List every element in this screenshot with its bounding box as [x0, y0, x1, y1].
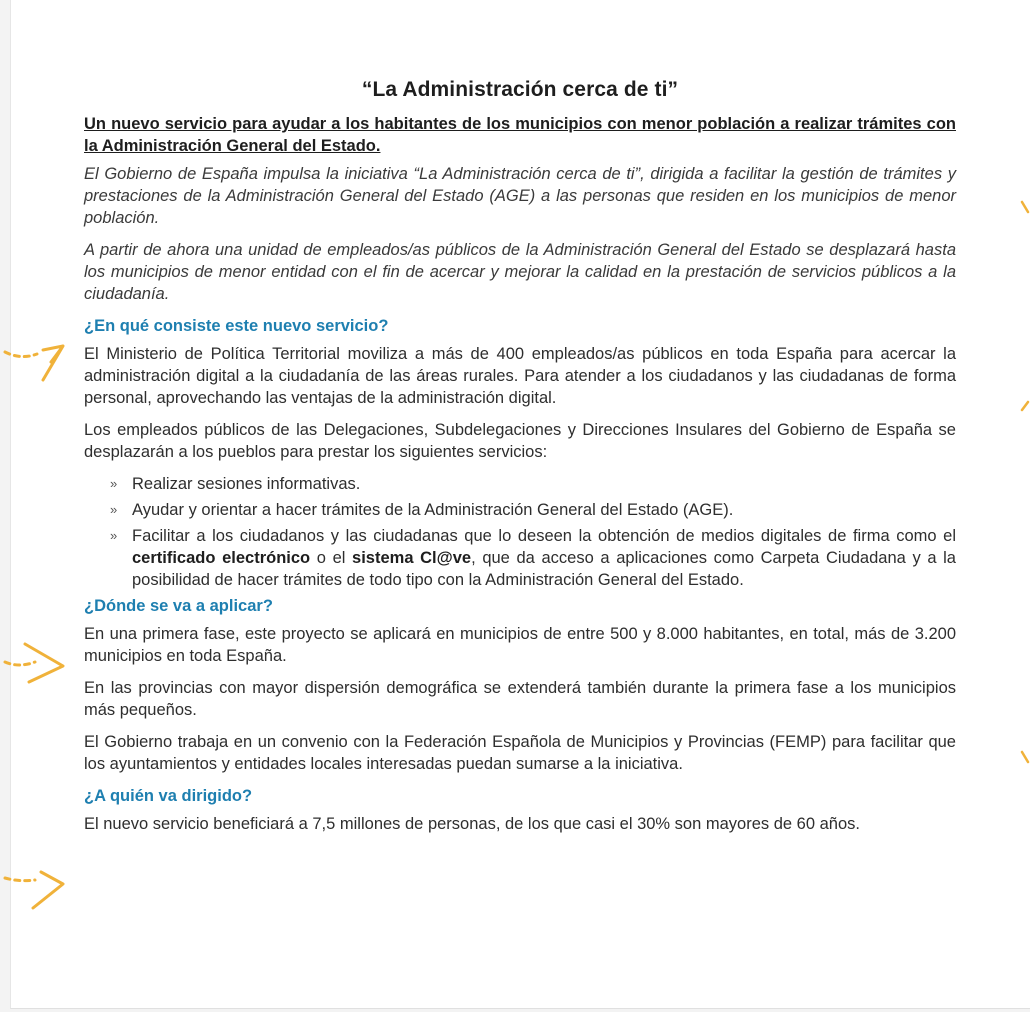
bullet-marker: » — [110, 528, 118, 543]
section-heading-service: ¿En qué consiste este nuevo servicio? — [84, 317, 389, 335]
bullet-marker: » — [110, 502, 118, 517]
subtitle: Un nuevo servicio para ayudar a los habitantes de los municipios con menor población a realizar trámites con la Administración General del Estado. — [84, 115, 956, 155]
dashed-arrow-icon — [3, 330, 73, 384]
dashed-arrow-icon — [3, 862, 73, 916]
list-item — [84, 525, 956, 591]
dashed-arrow-icon — [3, 636, 73, 690]
paragraph: El nuevo servicio beneficiará a 7,5 millones de personas, de los que casi el 30% son mayores de 60 años. — [84, 815, 860, 833]
document-content — [84, 78, 956, 845]
document-page — [10, 0, 1030, 1009]
paragraph: En una primera fase, este proyecto se aplicará en municipios de entre 500 y 8.000 habitantes, en total, más de 3.200 municipios en toda España. — [84, 625, 956, 665]
list-item-text: Ayudar y orientar a hacer trámites de la Administración General del Estado (AGE). — [132, 501, 734, 519]
intro-paragraph: El Gobierno de España impulsa la iniciativa “La Administración cerca de ti”, dirigida a facilitar la gestión de trámites y prestaciones de la Administración General del Estado (AGE) a las personas que residen en los municipios de menor población. — [84, 165, 956, 227]
services-list — [84, 473, 956, 591]
paragraph: El Gobierno trabaja en un convenio con la Federación Española de Municipios y Provincias (FEMP) para facilitar que los ayuntamientos y entidades locales interesadas puedan sumarse a la iniciativa. — [84, 733, 956, 773]
intro-paragraph: A partir de ahora una unidad de empleados/as públicos de la Administración General del Estado se desplazará hasta los municipios de menor entidad con el fin de acercar y mejorar la calidad en la prestación de servicios públicos a la ciudadanía. — [84, 241, 956, 303]
page-title: “La Administración cerca de ti” — [361, 78, 679, 101]
decorative-tick-icon — [1019, 398, 1030, 414]
list-item — [84, 473, 956, 495]
bullet-marker: » — [110, 476, 118, 491]
section-heading-who: ¿A quién va dirigido? — [84, 787, 253, 805]
list-item-text: Realizar sesiones informativas. — [132, 475, 361, 493]
decorative-tick-icon — [1019, 200, 1030, 216]
decorative-tick-icon — [1019, 750, 1030, 766]
list-item — [84, 499, 956, 521]
list-item-text: o el — [310, 549, 353, 567]
clave-term: sistema Cl@ve — [352, 549, 472, 567]
list-item-text: , que da acceso a aplicaciones como Carpeta Ciudadana y a la posibilidad de hacer trámites de todo tipo con la Administración General del Estado. — [132, 549, 956, 589]
certificado-term: certificado electrónico — [132, 549, 311, 567]
list-item-text: Facilitar a los ciudadanos y las ciudadanas que lo deseen la obtención de medios digitales de firma como el — [132, 527, 956, 545]
paragraph: En las provincias con mayor dispersión demográfica se extenderá también durante la primera fase a los municipios más pequeños. — [84, 679, 956, 719]
section-heading-where: ¿Dónde se va a aplicar? — [84, 597, 273, 615]
paragraph: El Ministerio de Política Territorial moviliza a más de 400 empleados/as públicos en toda España para acercar la administración digital a la ciudadanía de las áreas rurales. Para atender a los ciudadanos y las ciudadanas de forma personal, aprovechando las ventajas de la administración digital. — [84, 345, 956, 407]
paragraph: Los empleados públicos de las Delegaciones, Subdelegaciones y Direcciones Insulares del Gobierno de España se desplazarán a los pueblos para prestar los siguientes servicios: — [84, 421, 956, 461]
